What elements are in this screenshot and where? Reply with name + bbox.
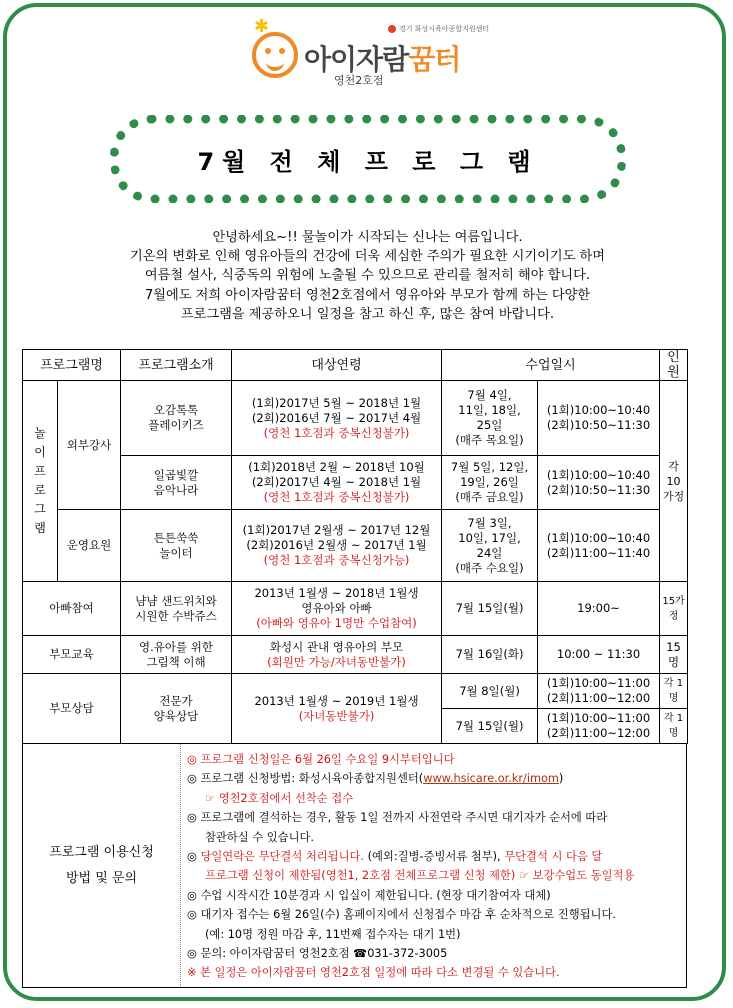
class-times: (1회)10:00~10:40 (2회)10:50~11:30	[538, 381, 660, 456]
program-name-consult: 부모상담	[23, 674, 121, 744]
target-age: 2013년 1월생 ~ 2018년 1월생 영유아와 아빠 (아빠와 영유아 1명만 수업참여)	[232, 582, 442, 636]
star-icon: ✱	[254, 16, 270, 37]
target-age: (1회)2017년 5월 ~ 2018년 1월 (2회)2016년 7월 ~ 2017년 4월 (영천 1호점과 중복신청불가)	[232, 381, 442, 456]
class-date: 7월 15일(월)	[442, 709, 538, 744]
intro-text	[40, 228, 695, 324]
list-item: 참관하실 수 있습니다.	[205, 830, 314, 844]
list-item: ◎ 프로그램 신청방법: 화성시육아종합지원센터(www.hsicare.or.kr/imom)	[187, 772, 564, 786]
class-times: (1회)10:00~11:00 (2회)11:00~12:00	[538, 674, 660, 709]
program-intro: 영.유아를 위한 그림책 이해	[121, 636, 232, 674]
intro-line: 안녕하세요~!! 물놀이가 시작되는 신나는 여름입니다.	[212, 230, 523, 245]
program-intro: 일곱빛깔 음악나라	[121, 456, 232, 510]
class-date: 7월 16일(화)	[442, 636, 538, 674]
table-row	[23, 381, 688, 456]
table-row	[23, 636, 688, 674]
program-intro: 튼튼쑥쑥 놀이터	[121, 510, 232, 582]
play-count: 각 10가정	[660, 381, 688, 582]
list-item: ◎ 수업 시작시간 10분경과 시 입실이 제한됩니다. (현장 대기참여자 대체)	[187, 888, 551, 902]
class-times: (1회)10:00~10:40 (2회)10:50~11:30	[538, 456, 660, 510]
target-age: (1회)2017년 2월생 ~ 2017년 12월 (2회)2016년 2월생 ~ 2017년 1월 (영천 1호점과 중복신청가능)	[232, 510, 442, 582]
list-item: (예: 10명 정원 마감 후, 11번째 접수자는 대기 1번)	[205, 927, 461, 941]
logo-branch: 영천2호점	[334, 74, 384, 87]
list-item: ◎ 대기자 접수는 6월 26일(수) 홈페이지에서 신청접수 마감 후 순차적으로 진행됩니다.	[187, 908, 616, 922]
count: 15명	[660, 636, 688, 674]
target-age: 2013년 1월생 ~ 2019년 1월생 (자녀동반불가)	[232, 674, 442, 744]
class-time: 19:00~	[538, 582, 660, 636]
smile-face-icon	[252, 32, 298, 78]
count: 각 1명	[660, 709, 688, 744]
table-row	[23, 674, 688, 709]
class-dates: 7월 5일, 12일, 19일, 26일 (매주 금요일)	[442, 456, 538, 510]
apply-label: 프로그램 이용신청 방법 및 문의	[23, 744, 181, 987]
list-item: 프로그램 신청이 제한됨(영천1, 2호점 전체프로그램 신청 제한) ☞ 보강수업도 동일적용	[205, 869, 635, 883]
class-times: (1회)10:00~10:40 (2회)11:00~11:40	[538, 510, 660, 582]
logo-tagline: 경기 화성시육아종합지원센터	[388, 24, 489, 34]
program-intro: 전문가 양육상담	[121, 674, 232, 744]
title-box	[110, 115, 626, 203]
table-row	[23, 456, 688, 510]
program-name-dad: 아빠참여	[23, 582, 121, 636]
count: 15가정	[660, 582, 688, 636]
class-dates: 7월 3일, 10일, 17일, 24일 (매주 수요일)	[442, 510, 538, 582]
list-item: ◎ 프로그램에 결석하는 경우, 활동 1일 전까지 사전연락 주시면 대기자가 순서에 따라	[187, 811, 608, 825]
apply-section	[22, 743, 687, 988]
class-dates: 7월 4일, 11일, 18일, 25일 (매주 목요일)	[442, 381, 538, 456]
header-program-intro: 프로그램소개	[121, 350, 232, 381]
header-program-name: 프로그램명	[23, 350, 121, 381]
class-time: 10:00 ~ 11:30	[538, 636, 660, 674]
header-count: 인원	[660, 350, 688, 381]
list-item: ◎ 당일연락은 무단결석 처리됩니다. (예외:질병-증빙서류 첨부), 무단결석 시 다음 달	[187, 850, 603, 864]
intro-line: 기온의 변화로 인해 영유아들의 건강에 더욱 세심한 주의가 필요한 시기이기도 하며	[129, 249, 606, 265]
logo	[250, 18, 500, 90]
count: 각 1명	[660, 674, 688, 709]
program-intro: 오감톡톡 플레이키즈	[121, 381, 232, 456]
table-row	[23, 510, 688, 582]
class-date: 7월 15일(월)	[442, 582, 538, 636]
target-age: 화성시 관내 영유아의 부모 (회원만 가능/자녀동반불가)	[232, 636, 442, 674]
target-age: (1회)2018년 2월 ~ 2018년 10월 (2회)2017년 4월 ~ 2018년 1월 (영천 1호점과 중복신청불가)	[232, 456, 442, 510]
class-date: 7월 8일(월)	[442, 674, 538, 709]
sub-external-teacher: 외부강사	[58, 381, 121, 510]
apply-list	[187, 750, 682, 983]
intro-line: 7월에도 저희 아이자람꿈터 영천2호점에서 영유아와 부모가 함께 하는 다양한	[144, 287, 591, 303]
table-header-row	[23, 350, 688, 381]
header-class-datetime: 수업일시	[442, 350, 660, 381]
program-intro: 냠냠 샌드위치와 시원한 수박쥬스	[121, 582, 232, 636]
list-item: ◎ 문의: 아이자람꿈터 영천2호점 ☎031-372-3005	[187, 947, 448, 961]
logo-name: 아이자람꿈터	[304, 43, 461, 76]
list-item: ◎ 프로그램 신청일은 6월 26일 수요일 9시부터입니다	[187, 753, 455, 766]
class-times: (1회)10:00~11:00 (2회)11:00~12:00	[538, 709, 660, 744]
intro-line: 여름철 설사, 식중독의 위험에 노출될 수 있으므로 관리를 철저히 해야 합니다.	[144, 268, 591, 284]
group-play-program: 놀이프로그램	[23, 381, 58, 582]
header-target-age: 대상연령	[232, 350, 442, 381]
intro-line: 프로그램을 제공하오니 일정을 참고 하신 후, 많은 참여 바랍니다.	[180, 306, 555, 322]
table-row	[23, 582, 688, 636]
page-title: 7월 전 체 프 로 그 램	[197, 147, 539, 176]
list-item: ※ 본 일정은 아이자람꿈터 영천2호점 일정에 따라 다소 변경될 수 있습니다.	[187, 966, 560, 980]
website-link[interactable]: www.hsicare.or.kr/imom	[423, 772, 559, 786]
program-table	[22, 349, 688, 744]
list-item: ☞ 영천2호점에서 선착순 접수	[205, 791, 354, 805]
program-name-edu: 부모교육	[23, 636, 121, 674]
sub-operation-staff: 운영요원	[58, 510, 121, 582]
